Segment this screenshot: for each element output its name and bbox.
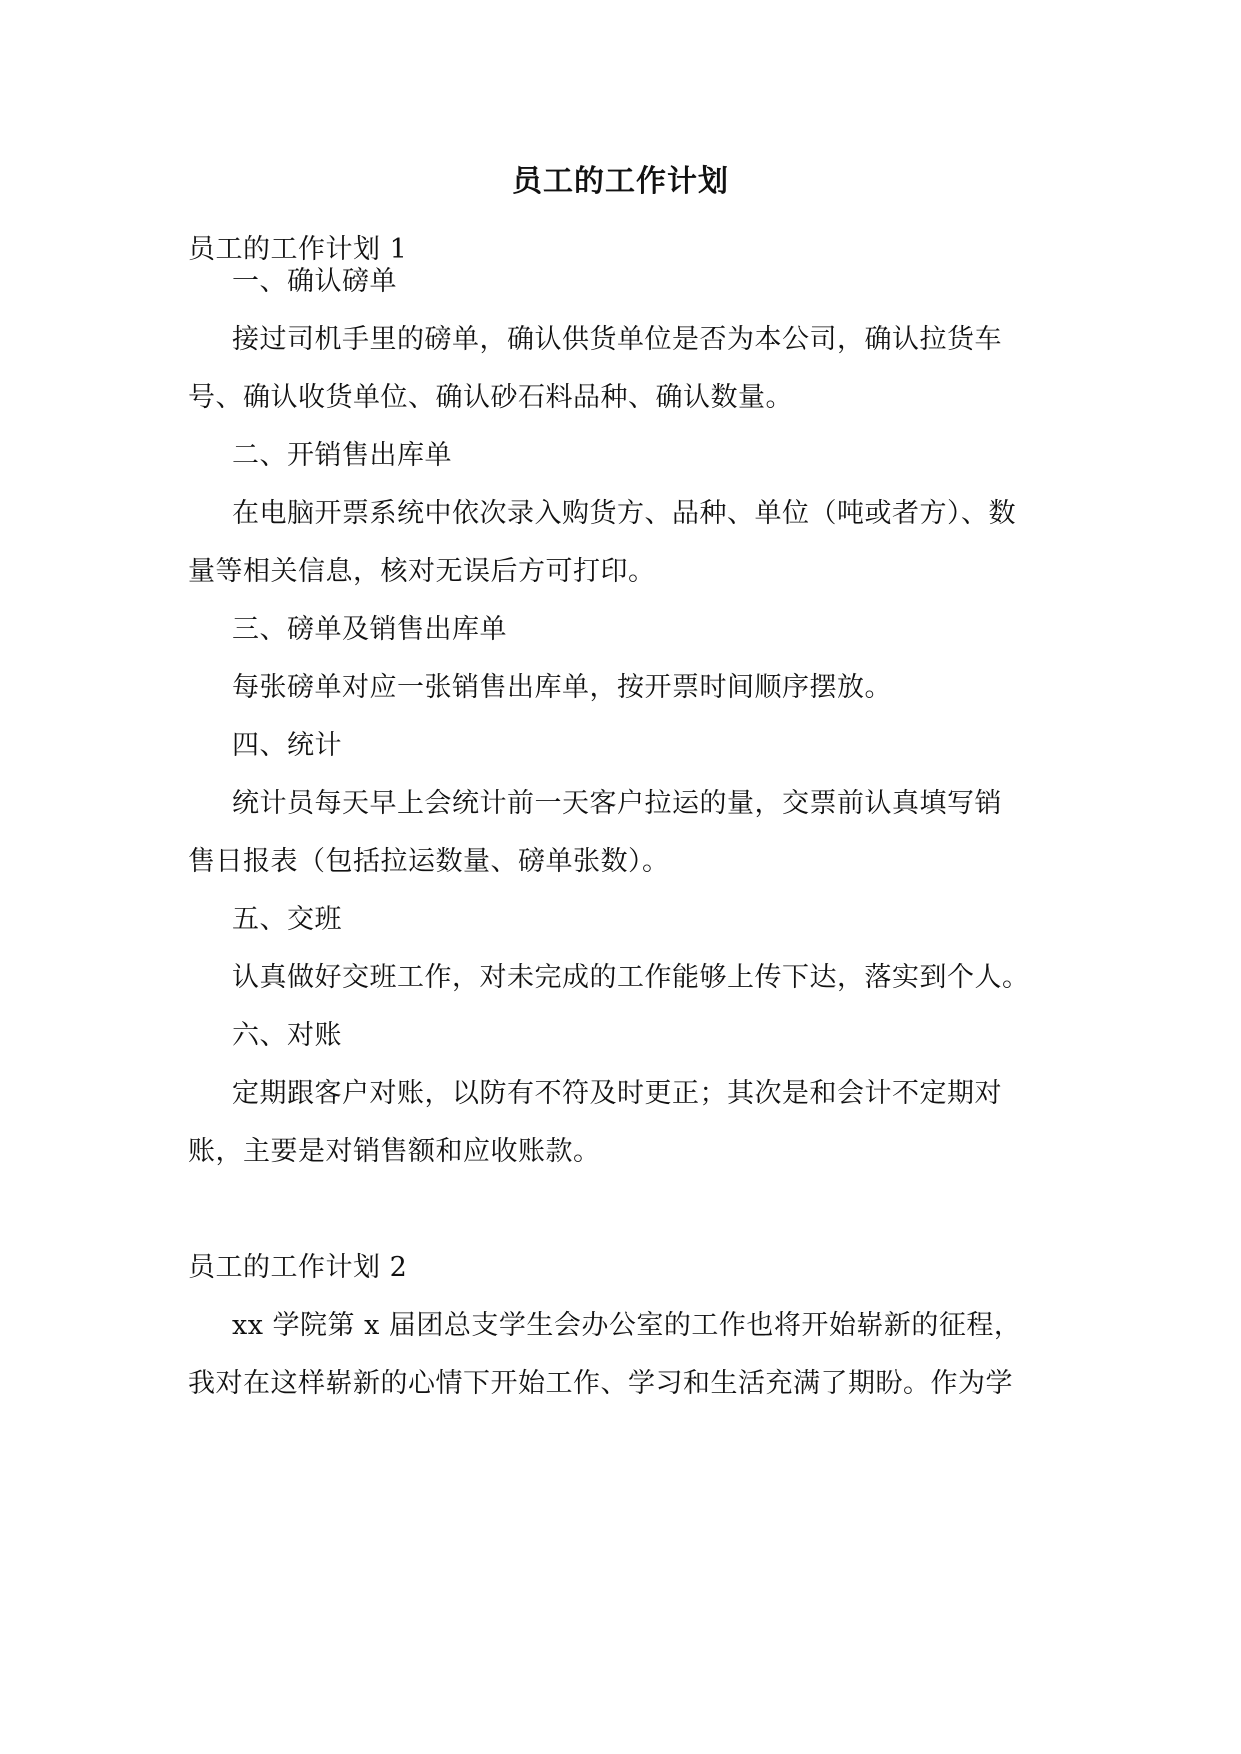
paragraph-line: xx 学院第 x 届团总支学生会办公室的工作也将开始崭新的征程， — [232, 1310, 1022, 1341]
paragraph-line: 接过司机手里的磅单，确认供货单位是否为本公司，确认拉货车 — [232, 324, 1002, 355]
paragraph-line: 认真做好交班工作，对未完成的工作能够上传下达，落实到个人。 — [232, 962, 1030, 993]
paragraph-line: 统计员每天早上会统计前一天客户拉运的量，交票前认真填写销 — [232, 788, 1002, 819]
paragraph-line: 售日报表（包括拉运数量、磅单张数）。 — [188, 846, 670, 877]
section-heading-1: 员工的工作计划 1 — [188, 234, 408, 265]
subheading-reconciliation: 六、对账 — [232, 1020, 342, 1051]
paragraph-line: 号、确认收货单位、确认砂石料品种、确认数量。 — [188, 382, 793, 413]
subheading-statistics: 四、统计 — [232, 730, 342, 761]
subheading-slip-and-sales: 三、磅单及销售出库单 — [232, 614, 507, 645]
subheading-sales-slip: 二、开销售出库单 — [232, 440, 452, 471]
paragraph-line: 我对在这样崭新的心情下开始工作、学习和生活充满了期盼。作为学 — [188, 1368, 1013, 1399]
paragraph-line: 量等相关信息，核对无误后方可打印。 — [188, 556, 656, 587]
paragraph-line: 定期跟客户对账，以防有不符及时更正；其次是和会计不定期对 — [232, 1078, 1002, 1109]
document-title: 员工的工作计划 — [512, 164, 729, 199]
paragraph-line: 每张磅单对应一张销售出库单，按开票时间顺序摆放。 — [232, 672, 892, 703]
paragraph-line: 在电脑开票系统中依次录入购货方、品种、单位（吨或者方）、数 — [232, 498, 1016, 529]
paragraph-line: 账，主要是对销售额和应收账款。 — [188, 1136, 601, 1167]
section-heading-2: 员工的工作计划 2 — [188, 1252, 408, 1283]
subheading-shift-handover: 五、交班 — [232, 904, 342, 935]
subheading-confirm-slip: 一、确认磅单 — [232, 266, 397, 297]
